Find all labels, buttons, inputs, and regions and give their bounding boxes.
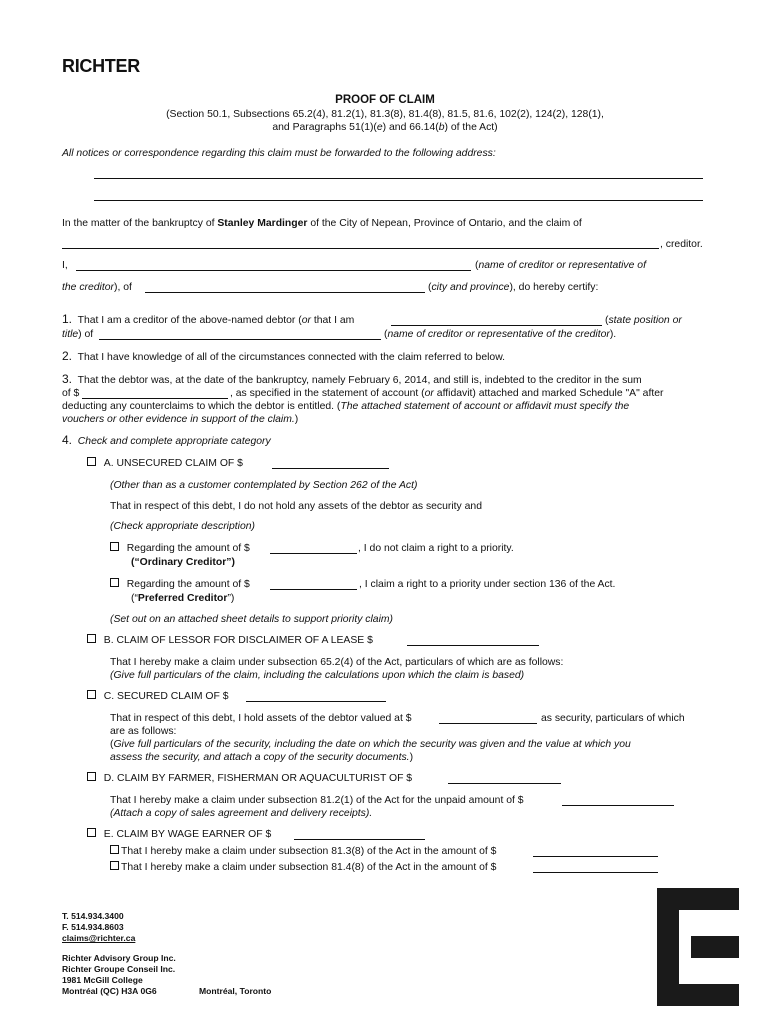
section-c-text-post: as security, particulars of which	[541, 713, 685, 724]
footer-email-link[interactable]: claims@richter.ca	[62, 933, 136, 943]
item-3-line3: deducting any counterclaims to which the debtor is entitled. (The attached statement of account or affidavit must specify the	[62, 401, 630, 412]
ordinary-amount-field[interactable]	[270, 553, 357, 554]
section-c-note2: assess the security, and attach a copy of the security documents.)	[110, 752, 414, 763]
item-3-line2: , as specified in the statement of account (or affidavit) attached and marked Schedule "A" after	[230, 388, 664, 399]
item-3-of: of $	[62, 388, 80, 399]
assets-value-field[interactable]	[439, 723, 537, 724]
section-c-text2: are as follows:	[110, 726, 177, 737]
section-d-text: That I hereby make a claim under subsection 81.2(1) of the Act for the unpaid amount of $	[110, 795, 524, 806]
section-d-header: D. CLAIM BY FARMER, FISHERMAN OR AQUACULTURIST OF $	[87, 772, 412, 785]
form-title: PROOF OF CLAIM	[335, 94, 435, 106]
section-b-header: B. CLAIM OF LESSOR FOR DISCLAIMER OF A LEASE $	[87, 634, 373, 647]
footer-city: Montréal (QC) H3A 0G6	[62, 986, 157, 996]
represented-creditor-field[interactable]	[99, 339, 381, 340]
preferred-option: Regarding the amount of $	[110, 578, 250, 591]
preferred-text: , I claim a right to a priority under section 136 of the Act.	[359, 579, 616, 590]
section-a-text: That in respect of this debt, I do not hold any assets of the debtor as security and	[110, 501, 482, 512]
footer-company2: Richter Groupe Conseil Inc.	[62, 964, 176, 974]
footer-company1: Richter Advisory Group Inc.	[62, 953, 176, 963]
richter-e-mark-icon	[657, 888, 739, 1006]
section-e-header: E. CLAIM BY WAGE EARNER OF $	[87, 828, 271, 841]
secured-amount-field[interactable]	[246, 701, 386, 702]
section-b-note: (Give full particulars of the claim, including the calculations upon which the claim is based)	[110, 670, 525, 681]
wage-81-4-amount-field[interactable]	[533, 872, 658, 873]
address-line-2[interactable]	[94, 200, 703, 201]
address-line-1[interactable]	[94, 178, 703, 179]
position-field[interactable]	[391, 325, 602, 326]
section-c-header: C. SECURED CLAIM OF $	[87, 690, 229, 703]
ordinary-text: , I do not claim a right to a priority.	[358, 543, 514, 554]
section-d-checkbox[interactable]	[87, 772, 96, 781]
i-label: I,	[62, 260, 68, 271]
section-e-checkbox[interactable]	[87, 828, 96, 837]
preferred-amount-field[interactable]	[270, 589, 357, 590]
wage-81-3-amount-field[interactable]	[533, 856, 658, 857]
representative-hint: (name of creditor or representative of the creditor).	[384, 329, 617, 340]
section-c-note1: (Give full particulars of the security, including the date on which the security was given and the value at which you	[110, 739, 631, 750]
city-hint: (city and province), do hereby certify:	[428, 282, 599, 293]
section-a-header: A. UNSECURED CLAIM OF $	[87, 457, 243, 470]
wage-amount-field[interactable]	[294, 839, 425, 840]
matter-text: In the matter of the bankruptcy of Stanley Mardinger of the City of Nepean, Province of Ontario, and the claim of	[62, 218, 582, 229]
creditor-name-field[interactable]	[62, 248, 659, 249]
city-field[interactable]	[145, 292, 425, 293]
section-a-checkbox[interactable]	[87, 457, 96, 466]
item-1-line1: 1. That I am a creditor of the above-named debtor (or that I am	[62, 312, 355, 326]
item-4: 4. Check and complete appropriate category	[62, 433, 271, 447]
section-b-checkbox[interactable]	[87, 634, 96, 643]
form-subtitle-line2: and Paragraphs 51(1)(e) and 66.14(b) of the Act)	[272, 122, 498, 133]
farmer-amount-field[interactable]	[448, 783, 561, 784]
form-subtitle-line1: (Section 50.1, Subsections 65.2(4), 81.2(1), 81.3(8), 81.4(8), 81.5, 81.6, 102(2), 124(2), 128(1),	[166, 109, 604, 120]
preferred-checkbox[interactable]	[110, 578, 119, 587]
ordinary-checkbox[interactable]	[110, 542, 119, 551]
name-hint: (name of creditor or representative of	[475, 260, 646, 271]
section-b-text: That I hereby make a claim under subsection 65.2(4) of the Act, particulars of which are as follows:	[110, 657, 564, 668]
preferred-creditor-label: (“Preferred Creditor”)	[131, 593, 235, 604]
section-a-check-note: (Check appropriate description)	[110, 521, 255, 532]
footer-offices: Montréal, Toronto	[199, 986, 272, 996]
unpaid-amount-field[interactable]	[562, 805, 674, 806]
item-2: 2. That I have knowledge of all of the circumstances connected with the claim referred to below.	[62, 349, 506, 363]
unsecured-amount-field[interactable]	[272, 468, 389, 469]
creditor-hint-line: the creditor), of	[62, 282, 132, 293]
title-hint: title) of	[62, 329, 94, 340]
item-3-line1: 3. That the debtor was, at the date of the bankruptcy, namely February 6, 2014, and still is, indebted to the creditor in the sum	[62, 372, 642, 386]
lessor-amount-field[interactable]	[407, 645, 539, 646]
claimant-name-field[interactable]	[76, 270, 471, 271]
richter-logo: RICHTER	[62, 56, 140, 76]
wage-option-1: That I hereby make a claim under subsection 81.3(8) of the Act in the amount of $	[110, 845, 496, 858]
wage-81-4-checkbox[interactable]	[110, 861, 119, 870]
section-d-note: (Attach a copy of sales agreement and delivery receipts).	[110, 808, 373, 819]
claim-sum-field[interactable]	[82, 398, 228, 399]
priority-note: (Set out on an attached sheet details to support priority claim)	[110, 614, 394, 625]
footer-phone: T. 514.934.3400	[62, 911, 124, 921]
wage-option-2: That I hereby make a claim under subsection 81.4(8) of the Act in the amount of $	[110, 861, 496, 874]
notice-text: All notices or correspondence regarding this claim must be forwarded to the following address:	[62, 148, 496, 159]
section-c-checkbox[interactable]	[87, 690, 96, 699]
footer-fax: F. 514.934.8603	[62, 922, 124, 932]
section-c-text: That in respect of this debt, I hold assets of the debtor valued at $	[110, 713, 412, 724]
ordinary-creditor-label: (“Ordinary Creditor”)	[131, 557, 235, 568]
section-a-note: (Other than as a customer contemplated by Section 262 of the Act)	[110, 480, 418, 491]
position-hint: (state position or	[605, 315, 682, 326]
creditor-suffix: , creditor.	[660, 239, 703, 250]
item-3-line4: vouchers or other evidence in support of the claim.)	[62, 414, 299, 425]
wage-81-3-checkbox[interactable]	[110, 845, 119, 854]
ordinary-option: Regarding the amount of $	[110, 542, 250, 555]
footer-street: 1981 McGill College	[62, 975, 143, 985]
